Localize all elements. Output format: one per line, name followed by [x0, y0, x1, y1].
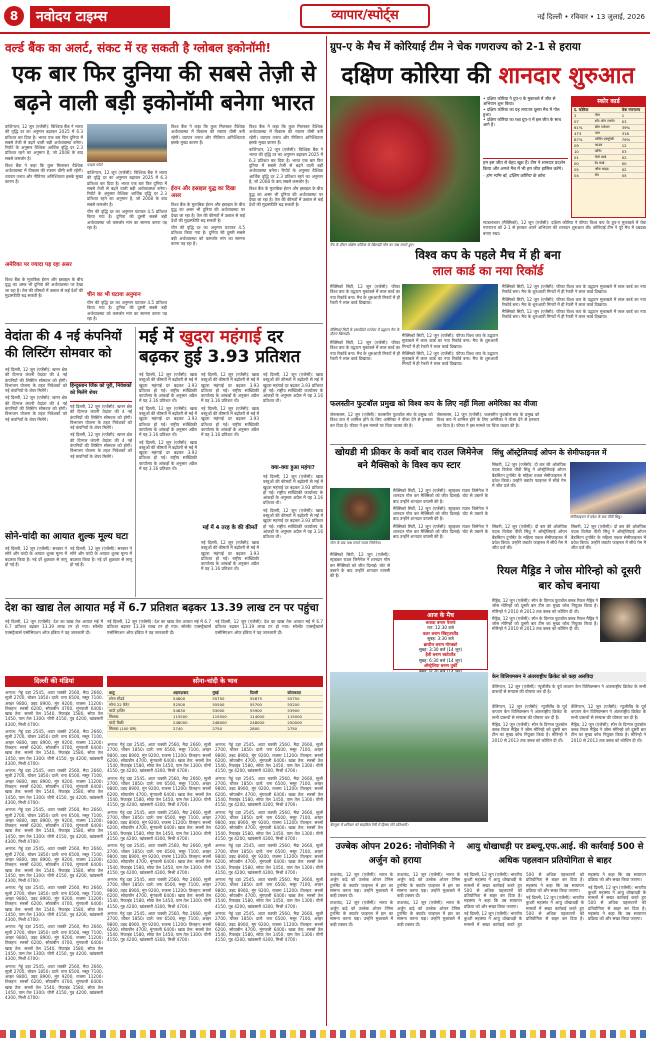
table-cell: सिक्का [107, 714, 171, 720]
inflation-body-1: नई दिल्ली, 12 जून (एजेंसी): खाद्य वस्तुओं की कीमतों में बढ़ोतरी से मई में खुदरा महंगाई दर बढ़कर 3.93 प्रतिशत हो गई। राष्ट्रीय सांख्यिकी कार्यालय के आंकड़ों के अनुसार अप्रैल में यह 3.16 प्रतिशत थी। नई दिल्ली, 12 जून (एजेंसी): खाद्य वस्तुओं की कीमतों में बढ़ोतरी से मई में खुदरा महंगाई दर बढ़कर 3.93 प्रतिशत हो गई। राष्ट्रीय सांख्यिकी कार्यालय के आंकड़ों के अनुसार अप्रैल में यह 3.16 प्रतिशत थी। नई दिल्ली, 12 जून (एजेंसी): खाद्य वस्तुओं की कीमतों में बढ़ोतरी से मई में खुदरा महंगाई दर बढ़कर 3.93 प्रतिशत हो गई। राष्ट्रीय सांख्यिकी कार्यालय के आंकड़ों के अनुसार अप्रैल में यह 3.16 प्रतिशत थी। [139, 372, 197, 472]
wfi-headline: आयु धोखाधड़ी पर डब्ल्यू.एफ.आई. की कार्रवाई 500 से अधिक पहलवान प्रतियोगिता से बाहर [466, 842, 644, 866]
scorecard-cell: कॉर्नर [593, 149, 620, 155]
section-title: व्यापार/स्पोर्ट्स [300, 4, 430, 28]
scorecard-header: चेक गणराज्य [620, 107, 645, 113]
badminton-caption: सेमीफाइनल में प्रवेश के बाद पीवी सिंधु। [570, 515, 622, 519]
bullion-header: अहमदाबाद [171, 690, 210, 696]
table-cell: 55700 [248, 702, 286, 708]
table-cell: सिक्का (100 ग्राम) [107, 726, 171, 732]
worldcup-headline-a: विश्व कप के पहले मैच में ही बना [415, 248, 561, 262]
lead-body-col1: वाशिंगटन, 12 जून (एजेंसी): विश्विक बैंक ने भारत की वृद्धि दर का अनुमान बढ़ाकर 2025 में 6.3 प्रतिशत कर दिया है। भारत एक बार फिर दुनिया में सबसे तेजी से बढ़ने वाली बड़ी अर्थव्यवस्था बनेगा। रिपोर्ट के अनुसार वैश्विक आर्थिक वृद्धि दर 2.3 प्रतिशत रहने का अनुमान है, जो 2008 के बाद सबसे कमजोर है। विश्व बैंक ने कहा कि कुल मिलाकर वैश्विक अर्थव्यवस्था में विकास की रफ्तार धीमी बनी रहेगी। व्यापार तनाव और नीतिगत अनिश्चितता इसके मुख्य कारण हैं। [5, 124, 83, 184]
khelo-body-1: मैक्सिको सिटी, 12 जून (एजेंसी): स्ट्राइकर राउल जिमेनेज ने शानदार गोल कर मैक्सिको को जीत दिलाई। चोट से उबरने के बाद उन्होंने शानदार वापसी की है। मैक्सिको सिटी, 12 जून (एजेंसी): स्ट्राइकर राउल जिमेनेज ने शानदार गोल कर मैक्सिको को जीत दिलाई। चोट से उबरने के बाद उन्होंने शानदार वापसी की है। मैक्सिको सिटी, 12 जून (एजेंसी): स्ट्राइकर राउल जिमेनेज ने शानदार गोल कर मैक्सिको को जीत दिलाई। चोट से उबरने के बाद उन्होंने शानदार वापसी की है। [393, 488, 488, 540]
masthead-rule [0, 32, 650, 34]
badminton-photo [570, 462, 646, 514]
table-cell: 115500 [210, 714, 248, 720]
footer-register-bar [0, 1030, 650, 1038]
scorecard-cell: 07 [572, 119, 593, 125]
table-cell: 2750 [285, 726, 323, 732]
inflation-headline-b: दर बढ़कर हुई 3.93 प्रतिशत [139, 327, 301, 367]
lead-body-col2b: चीन की वृद्धि दर का अनुमान घटाकर 4.5 प्रतिशत किया गया है। दुनिया की दूसरी सबसे बड़ी अर्थव्यवस्था को कमजोर मांग का सामना करना पड़ रहा है। [87, 300, 167, 321]
match-teams: ब्राजील बनाम मोरक्को [423, 641, 458, 647]
scorecard-cell: येलो कार्ड [593, 155, 620, 161]
table-cell: 115500 [171, 714, 210, 720]
inflation-headline [139, 327, 323, 367]
table-cell: 53900 [248, 708, 286, 714]
match-teams: ऑस्ट्रेलिया बनाम तुर्की [423, 663, 458, 669]
match-time: सुबह: 3:30 बजे [427, 636, 454, 642]
match-teams: कनाडा बनाम पैराग्वे [425, 620, 456, 625]
scorecard-cell: 79% [620, 137, 645, 143]
table-cell: सोना स्टैंडर्ड [107, 696, 171, 702]
match-teams: हैती बनाम स्कॉटलैंड [425, 652, 456, 658]
scorecard-cell: 12 [620, 143, 645, 149]
match-time: सुबह: 6:30 बजे (14 जून) [418, 657, 463, 663]
badminton-body-2: सिडनी, 12 जून (एजेंसी): दो बार की ओलंपिक पदक विजेता पीवी सिंधु ने ऑस्ट्रेलियाई ओपन बैडमिंटन टूर्नामेंट के महिला एकल सेमीफाइनल में प्रवेश किया। उन्होंने क्वार्टर फाइनल में सीधे गेम में जीत दर्ज की। सिडनी, 12 जून (एजेंसी): दो बार की ओलंपिक पदक विजेता पीवी सिंधु ने ऑस्ट्रेलियाई ओपन बैडमिंटन टूर्नामेंट के महिला एकल सेमीफाइनल में प्रवेश किया। उन्होंने क्वार्टर फाइनल में सीधे गेम में जीत दर्ज की। [492, 524, 646, 551]
worldcup-body-3: मैक्सिको सिटी, 12 जून (एजेंसी): फीफा विश्व कप के उद्घाटन मुकाबले में लाल कार्ड का नया रिकॉर्ड बना। मैच के शुरुआती मिनटों में ही रेफरी ने लाल कार्ड दिखाया। मैक्सिको सिटी, 12 जून (एजेंसी): फीफा विश्व कप के उद्घाटन मुकाबले में लाल कार्ड का नया रिकॉर्ड बना। मैच के शुरुआती मिनटों में ही रेफरी ने लाल कार्ड दिखाया। मैक्सिको सिटी, 12 जून (एजेंसी): फीफा विश्व कप के उद्घाटन मुकाबले में लाल कार्ड का नया रिकॉर्ड बना। मैच के शुरुआती मिनटों में ही रेफरी ने लाल कार्ड दिखाया। [502, 284, 646, 320]
table-cell: 248000 [210, 720, 248, 726]
bullet-item: • दक्षिण कोरिया का रक्षा ग्रुप-ए में इस जीत के साथ आगे है। [483, 117, 562, 128]
market-text-left: अनाज: गेहूं दड़ा 2545, आटा चक्की 2560, मैदा 2660, सूजी 2700, चोकर 1850। दालें: चना 6500, मसूर 7100, अरहर 9800, उड़द 8900, मूंग 9200, राजमा 11200। तिलहन: सरसों 6200, सोयाबीन 4700, मूंगफली 6400। खाद्य तेल: सरसों तेल 1540, रिफाइंड 1580, सोया तेल 1450, पाम तेल 1300। चीनी 4150, गुड़ 4200, खांडसारी 4300, मिश्री 4700। अनाज: गेहूं दड़ा 2545, आटा चक्की 2560, मैदा 2660, सूजी 2700, चोकर 1850। दालें: चना 6500, मसूर 7100, अरहर 9800, उड़द 8900, मूंग 9200, राजमा 11200। तिलहन: सरसों 6200, सोयाबीन 4700, मूंगफली 6400। खाद्य तेल: सरसों तेल 1540, रिफाइंड 1580, सोया तेल 1450, पाम तेल 1300। चीनी 4150, गुड़ 4200, खांडसारी 4300, मिश्री 4700। अनाज: गेहूं दड़ा 2545, आटा चक्की 2560, मैदा 2660, सूजी 2700, चोकर 1850। दालें: चना 6500, मसूर 7100, अरहर 9800, उड़द 8900, मूंग 9200, राजमा 11200। तिलहन: सरसों 6200, सोयाबीन 4700, मूंगफली 6400। खाद्य तेल: सरसों तेल 1540, रिफाइंड 1580, सोया तेल 1450, पाम तेल 1300। चीनी 4150, गुड़ 4200, खांडसारी 4300, मिश्री 4700। अनाज: गेहूं दड़ा 2545, आटा चक्की 2560, मैदा 2660, सूजी 2700, चोकर 1850। दालें: चना 6500, मसूर 7100, अरहर 9800, उड़द 8900, मूंग 9200, राजमा 11200। तिलहन: सरसों 6200, सोयाबीन 4700, मूंगफली 6400। खाद्य तेल: सरसों तेल 1540, रिफाइंड 1580, सोया तेल 1450, पाम तेल 1300। चीनी 4150, गुड़ 4200, खांडसारी 4300, मिश्री 4700। अनाज: गेहूं दड़ा 2545, आटा चक्की 2560, मैदा 2660, सूजी 2700, चोकर 1850। दालें: चना 6500, मसूर 7100, अरहर 9800, उड़द 8900, मूंग 9200, राजमा 11200। तिलहन: सरसों 6200, सोयाबीन 4700, मूंगफली 6400। खाद्य तेल: सरसों तेल 1540, रिफाइंड 1580, सोया तेल 1450, पाम तेल 1300। चीनी 4150, गुड़ 4200, खांडसारी 4300, मिश्री 4700। अनाज: गेहूं दड़ा 2545, आटा चक्की 2560, मैदा 2660, सूजी 2700, चोकर 1850। दालें: चना 6500, मसूर 7100, अरहर 9800, उड़द 8900, मूंग 9200, राजमा 11200। तिलहन: सरसों 6200, सोयाबीन 4700, मूंगफली 6400। खाद्य तेल: सरसों तेल 1540, रिफाइंड 1580, सोया तेल 1450, पाम तेल 1300। चीनी 4150, गुड़ 4200, खांडसारी 4300, मिश्री 4700। अनाज: गेहूं दड़ा 2545, आटा चक्की 2560, मैदा 2660, सूजी 2700, चोकर 1850। दालें: चना 6500, मसूर 7100, अरहर 9800, उड़द 8900, मूंग 9200, राजमा 11200। तिलहन: सरसों 6200, सोयाबीन 4700, मूंगफली 6400। खाद्य तेल: सरसों तेल 1540, रिफाइंड 1580, सोया तेल 1450, पाम तेल 1300। चीनी 4150, गुड़ 4200, खांडसारी 4300, मिश्री 4700। अनाज: गेहूं दड़ा 2545, आटा चक्की 2560, मैदा 2660, सूजी 2700, चोकर 1850। दालें: चना 6500, मसूर 7100, अरहर 9800, उड़द 8900, मूंग 9200, राजमा 11200। तिलहन: सरसों 6200, सोयाबीन 4700, मूंगफली 6400। खाद्य तेल: सरसों तेल 1540, रिफाइंड 1580, सोया तेल 1450, पाम तेल 1300। चीनी 4150, गुड़ 4200, खांडसारी 4300, मिश्री 4700। [5, 690, 103, 1001]
gold-body-2: नई दिल्ली, 12 जून (एजेंसी): सरकार ने सोने और चांदी के आयात शुल्क मूल्य में बदलाव किया है। नई दरें शुक्रवार से लागू हो गई हैं। [70, 546, 132, 567]
scorecard-cell: 2 [572, 113, 593, 119]
table-cell: 52500 [171, 702, 210, 708]
bullet-item: • दक्षिण कोरिया का यह लगातार दूसरा मैच में गोल हुआ। [483, 106, 560, 117]
scorecard-cell: 03 [620, 119, 645, 125]
worldcup-body-1: मैक्सिको सिटी, 12 जून (एजेंसी): फीफा विश्व कप के उद्घाटन मुकाबले में लाल कार्ड का नया रिकॉर्ड बना। मैच के शुरुआती मिनटों में ही रेफरी ने लाल कार्ड दिखाया। [330, 284, 400, 305]
football-bullets [483, 96, 568, 156]
dateline: नई दिल्ली • रविवार • 13 जुलाई, 2026 [537, 13, 645, 21]
palestine-body: जेरूसलम, 12 जून (एजेंसी): फलस्तीन फुटबॉल संघ के प्रमुख को विश्व कप में शामिल होने के लिए अमेरिका ने वीजा देने से इनकार कर दिया है। फीफा ने इस मामले पर चिंता व्यक्त की है। जेरूसलम, 12 जून (एजेंसी): फलस्तीन फुटबॉल संघ के प्रमुख को विश्व कप में शामिल होने के लिए अमेरिका ने वीजा देने से इनकार कर दिया है। फीफा ने इस मामले पर चिंता व्यक्त की है। [330, 412, 540, 428]
inflation-headline-a: मई में [139, 327, 174, 347]
table-cell: 248000 [171, 720, 210, 726]
bullion-header: मुंबई [210, 690, 248, 696]
madrid-sub: केन विलियमसन ने अंतरराष्ट्रीय क्रिकेट को कहा अलविदा [492, 672, 646, 682]
scorecard-cell: 61% [572, 125, 593, 131]
table-cell: 53900 [285, 708, 323, 714]
table-cell: 2740 [171, 726, 210, 732]
lead-sub-iran: ईरान और इस्राइल युद्ध का दिखा असर [171, 186, 236, 199]
tennis-headline: उज्बेक ओपन 2026: नोवोनिकी ने अर्जुन को हराया [335, 842, 455, 866]
worldcup-photo [402, 284, 498, 330]
market-text-right: अनाज: गेहूं दड़ा 2545, आटा चक्की 2560, मैदा 2660, सूजी 2700, चोकर 1850। दालें: चना 6500, मसूर 7100, अरहर 9800, उड़द 8900, मूंग 9200, राजमा 11200। तिलहन: सरसों 6200, सोयाबीन 4700, मूंगफली 6400। खाद्य तेल: सरसों तेल 1540, रिफाइंड 1580, सोया तेल 1450, पाम तेल 1300। चीनी 4150, गुड़ 4200, खांडसारी 4300, मिश्री 4700। अनाज: गेहूं दड़ा 2545, आटा चक्की 2560, मैदा 2660, सूजी 2700, चोकर 1850। दालें: चना 6500, मसूर 7100, अरहर 9800, उड़द 8900, मूंग 9200, राजमा 11200। तिलहन: सरसों 6200, सोयाबीन 4700, मूंगफली 6400। खाद्य तेल: सरसों तेल 1540, रिफाइंड 1580, सोया तेल 1450, पाम तेल 1300। चीनी 4150, गुड़ 4200, खांडसारी 4300, मिश्री 4700। अनाज: गेहूं दड़ा 2545, आटा चक्की 2560, मैदा 2660, सूजी 2700, चोकर 1850। दालें: चना 6500, मसूर 7100, अरहर 9800, उड़द 8900, मूंग 9200, राजमा 11200। तिलहन: सरसों 6200, सोयाबीन 4700, मूंगफली 6400। खाद्य तेल: सरसों तेल 1540, रिफाइंड 1580, सोया तेल 1450, पाम तेल 1300। चीनी 4150, गुड़ 4200, खांडसारी 4300, मिश्री 4700। अनाज: गेहूं दड़ा 2545, आटा चक्की 2560, मैदा 2660, सूजी 2700, चोकर 1850। दालें: चना 6500, मसूर 7100, अरहर 9800, उड़द 8900, मूंग 9200, राजमा 11200। तिलहन: सरसों 6200, सोयाबीन 4700, मूंगफली 6400। खाद्य तेल: सरसों तेल 1540, रिफाइंड 1580, सोया तेल 1450, पाम तेल 1300। चीनी 4150, गुड़ 4200, खांडसारी 4300, मिश्री 4700। अनाज: गेहूं दड़ा 2545, आटा चक्की 2560, मैदा 2660, सूजी 2700, चोकर 1850। दालें: चना 6500, मसूर 7100, अरहर 9800, उड़द 8900, मूंग 9200, राजमा 11200। तिलहन: सरसों 6200, सोयाबीन 4700, मूंगफली 6400। खाद्य तेल: सरसों तेल 1540, रिफाइंड 1580, सोया तेल 1450, पाम तेल 1300। चीनी 4150, गुड़ 4200, खांडसारी 4300, मिश्री 4700। अनाज: गेहूं दड़ा 2545, आटा चक्की 2560, मैदा 2660, सूजी 2700, चोकर 1850। दालें: चना 6500, मसूर 7100, अरहर 9800, उड़द 8900, मूंग 9200, राजमा 11200। तिलहन: सरसों 6200, सोयाबीन 4700, मूंगफली 6400। खाद्य तेल: सरसों तेल 1540, रिफाइंड 1580, सोया तेल 1450, पाम तेल 1300। चीनी 4150, गुड़ 4200, खांडसारी 4300, मिश्री 4700। [215, 742, 323, 943]
scorecard-cell: सेव [593, 173, 620, 179]
khelo-headline: खोयडी मी फ्रीकर के कर्वो बाद राउल जिमेनेज बने मैक्सिको के विश्व कप स्टार [334, 448, 484, 471]
ipo-highlight: हिन्दुस्तान जिंक को पूरी, निवेशकों को मिलेंगे शेयर [70, 382, 132, 402]
table-cell: चांदी बिक्री [107, 720, 171, 726]
cycling-side-text: वेलिंगटन, 12 जून (एजेंसी): न्यूजीलैंड के पूर्व कप्तान केन विलियमसन ने अंतरराष्ट्रीय क्रिकेट के सभी प्रारूपों से संन्यास की घोषणा कर दी है। मैड्रिड, 12 जून (एजेंसी): स्पेन के दिग्गज फुटबॉल क्लब रियल मैड्रिड ने जोस मोरिन्हो को दूसरी बार टीम का मुख्य कोच नियुक्त किया है। मोरिन्हो ने 2010 से 2013 तक क्लब को कोचिंग दी थी। वेलिंगटन, 12 जून (एजेंसी): न्यूजीलैंड के पूर्व कप्तान केन विलियमसन ने अंतरराष्ट्रीय क्रिकेट के सभी प्रारूपों से संन्यास की घोषणा कर दी है। मैड्रिड, 12 जून (एजेंसी): स्पेन के दिग्गज फुटबॉल क्लब रियल मैड्रिड ने जोस मोरिन्हो को दूसरी बार टीम का मुख्य कोच नियुक्त किया है। मोरिन्हो ने 2010 से 2013 तक क्लब को कोचिंग दी थी। [492, 704, 646, 743]
worldcup-headline [330, 247, 646, 281]
bullion-header: दिल्ली [248, 690, 286, 696]
lead-headline: एक बार फिर दुनिया की सबसे तेज़ी से बढ़ने वाली बड़ी इकोनॉमी बनेगा भारत [12, 62, 316, 116]
match-item [394, 620, 487, 631]
trade-body-3: नई दिल्ली, 12 जून (एजेंसी): देश का खाद्य तेल आयात मई में 6.7 प्रतिशत बढ़कर 13.39 लाख टन हो गया। सॉल्वेंट एक्सट्रैक्टर्स एसोसिएशन ऑफ इंडिया ने यह जानकारी दी। [215, 619, 323, 635]
lead-kicker: वर्ल्ड बैंक का अलर्ट, संकट में रह सकती है ग्लोबल इकोनॉमी! [5, 41, 271, 55]
scorecard-cell: शॉट ऑन टारगेट [593, 119, 620, 125]
inflation-headline-red: खुदरा महंगाई [179, 327, 262, 347]
scorecard-cell: 01 [572, 155, 593, 161]
football-quote: हम इस जीत से बेहद खुश हैं। टीम ने शानदार प्रदर्शन किया और अगले मैच में भी हम जीत हासिल करेंगे। - हांग म्योंग-बो, दक्षिण कोरिया के कोच [483, 158, 568, 218]
khelo-photo [330, 488, 390, 540]
madrid-headline: रियल मैड्रिड ने जोस मोरिन्हो को दूसरी बार कोच बनाया [497, 565, 641, 592]
table-cell: 115000 [285, 714, 323, 720]
inflation-body-3b: नई दिल्ली, 12 जून (एजेंसी): खाद्य वस्तुओं की कीमतों में बढ़ोतरी से मई में खुदरा महंगाई दर बढ़कर 3.93 प्रतिशत हो गई। राष्ट्रीय सांख्यिकी कार्यालय के आंकड़ों के अनुसार अप्रैल में यह 3.16 प्रतिशत थी। नई दिल्ली, 12 जून (एजेंसी): खाद्य वस्तुओं की कीमतों में बढ़ोतरी से मई में खुदरा महंगाई दर बढ़कर 3.93 प्रतिशत हो गई। राष्ट्रीय सांख्यिकी कार्यालय के आंकड़ों के अनुसार अप्रैल में यह 3.16 प्रतिशत थी। [263, 474, 323, 540]
table-cell: 54800 [171, 696, 210, 702]
table-cell: 55200 [285, 702, 323, 708]
worldcup-body-4: मैक्सिको सिटी, 12 जून (एजेंसी): फीफा विश्व कप के उद्घाटन मुकाबले में लाल कार्ड का नया रिकॉर्ड बना। मैच के शुरुआती मिनटों में ही रेफरी ने लाल कार्ड दिखाया। [330, 340, 400, 361]
football-headline-red: शानदार शुरुआत [498, 63, 635, 89]
table-cell: 55500 [210, 702, 248, 708]
scorecard-cell: 02 [620, 155, 645, 161]
palestine-headline: फलस्तीन फुटबॉल प्रमुख को विश्व कप के लिए नहीं मिला अमेरिका का वीजा [330, 399, 538, 408]
khelo-body-2: मैक्सिको सिटी, 12 जून (एजेंसी): स्ट्राइकर राउल जिमेनेज ने शानदार गोल कर मैक्सिको को जीत दिलाई। चोट से उबरने के बाद उन्होंने शानदार वापसी की है। [330, 552, 390, 579]
scorecard-cell: 473 [572, 131, 593, 137]
inflation-box2-title: मई में 4 तरह के की कीमतें [202, 525, 258, 531]
table-cell: 53000 [210, 708, 248, 714]
lead-body-col3b: विश्व बैंक के मुताबिक ईरान और इस्राइल के बीच युद्ध का असर भी दुनिया की अर्थव्यवस्था पर देखा जा रहा है। तेल की कीमतों में उछाल से कई देशों की मुद्रास्फीति बढ़ सकती है। चीन की वृद्धि दर का अनुमान घटाकर 4.5 प्रतिशत किया गया है। दुनिया की दूसरी सबसे बड़ी अर्थव्यवस्था को कमजोर मांग का सामना करना पड़ रहा है। [171, 202, 245, 247]
market-text-mid: अनाज: गेहूं दड़ा 2545, आटा चक्की 2560, मैदा 2660, सूजी 2700, चोकर 1850। दालें: चना 6500, मसूर 7100, अरहर 9800, उड़द 8900, मूंग 9200, राजमा 11200। तिलहन: सरसों 6200, सोयाबीन 4700, मूंगफली 6400। खाद्य तेल: सरसों तेल 1540, रिफाइंड 1580, सोया तेल 1450, पाम तेल 1300। चीनी 4150, गुड़ 4200, खांडसारी 4300, मिश्री 4700। अनाज: गेहूं दड़ा 2545, आटा चक्की 2560, मैदा 2660, सूजी 2700, चोकर 1850। दालें: चना 6500, मसूर 7100, अरहर 9800, उड़द 8900, मूंग 9200, राजमा 11200। तिलहन: सरसों 6200, सोयाबीन 4700, मूंगफली 6400। खाद्य तेल: सरसों तेल 1540, रिफाइंड 1580, सोया तेल 1450, पाम तेल 1300। चीनी 4150, गुड़ 4200, खांडसारी 4300, मिश्री 4700। अनाज: गेहूं दड़ा 2545, आटा चक्की 2560, मैदा 2660, सूजी 2700, चोकर 1850। दालें: चना 6500, मसूर 7100, अरहर 9800, उड़द 8900, मूंग 9200, राजमा 11200। तिलहन: सरसों 6200, सोयाबीन 4700, मूंगफली 6400। खाद्य तेल: सरसों तेल 1540, रिफाइंड 1580, सोया तेल 1450, पाम तेल 1300। चीनी 4150, गुड़ 4200, खांडसारी 4300, मिश्री 4700। अनाज: गेहूं दड़ा 2545, आटा चक्की 2560, मैदा 2660, सूजी 2700, चोकर 1850। दालें: चना 6500, मसूर 7100, अरहर 9800, उड़द 8900, मूंग 9200, राजमा 11200। तिलहन: सरसों 6200, सोयाबीन 4700, मूंगफली 6400। खाद्य तेल: सरसों तेल 1540, रिफाइंड 1580, सोया तेल 1450, पाम तेल 1300। चीनी 4150, गुड़ 4200, खांडसारी 4300, मिश्री 4700। अनाज: गेहूं दड़ा 2545, आटा चक्की 2560, मैदा 2660, सूजी 2700, चोकर 1850। दालें: चना 6500, मसूर 7100, अरहर 9800, उड़द 8900, मूंग 9200, राजमा 11200। तिलहन: सरसों 6200, सोयाबीन 4700, मूंगफली 6400। खाद्य तेल: सरसों तेल 1540, रिफाइंड 1580, सोया तेल 1450, पाम तेल 1300। चीनी 4150, गुड़ 4200, खांडसारी 4300, मिश्री 4700। अनाज: गेहूं दड़ा 2545, आटा चक्की 2560, मैदा 2660, सूजी 2700, चोकर 1850। दालें: चना 6500, मसूर 7100, अरहर 9800, उड़द 8900, मूंग 9200, राजमा 11200। तिलहन: सरसों 6200, सोयाबीन 4700, मूंगफली 6400। खाद्य तेल: सरसों तेल 1540, रिफाइंड 1580, सोया तेल 1450, पाम तेल 1300। चीनी 4150, गुड़ 4200, खांडसारी 4300, मिश्री 4700। [107, 742, 211, 943]
scorecard-cell: बॉल पजेशन [593, 125, 620, 131]
divider-center [326, 36, 327, 1026]
divider-trade [5, 598, 323, 599]
lead-photo-caption: फाइल फोटो [87, 163, 103, 167]
scorecard-cell: 00 [620, 161, 645, 167]
scorecard-cell: 09 [572, 143, 593, 149]
today-matches [393, 610, 488, 670]
trade-headline: देश का खाद्य तेल आयात मई में 6.7 प्रतिशत बढ़कर 13.39 लाख टन पर पहुंचा [5, 602, 319, 614]
divider-bottom [330, 837, 646, 838]
lead-body-col3: विश्व बैंक ने कहा कि कुल मिलाकर वैश्विक अर्थव्यवस्था में विकास की रफ्तार धीमी बनी रहेगी। व्यापार तनाव और नीतिगत अनिश्चितता इसके मुख्य कारण हैं। [171, 124, 245, 145]
tennis-body: ताशकंद, 12 जून (एजेंसी): भारत के अर्जुन कढ़े को उज्बेक ओपन टेनिस टूर्नामेंट के क्वार्टर फाइनल में हार का सामना करना पड़ा। उन्होंने मुकाबले में कड़ी टक्कर दी। ताशकंद, 12 जून (एजेंसी): भारत के अर्जुन कढ़े को उज्बेक ओपन टेनिस टूर्नामेंट के क्वार्टर फाइनल में हार का सामना करना पड़ा। उन्होंने मुकाबले में कड़ी टक्कर दी। ताशकंद, 12 जून (एजेंसी): भारत के अर्जुन कढ़े को उज्बेक ओपन टेनिस टूर्नामेंट के क्वार्टर फाइनल में हार का सामना करना पड़ा। उन्होंने मुकाबले में कड़ी टक्कर दी। ताशकंद, 12 जून (एजेंसी): भारत के अर्जुन कढ़े को उज्बेक ओपन टेनिस टूर्नामेंट के क्वार्टर फाइनल में हार का सामना करना पड़ा। उन्होंने मुकाबले में कड़ी टक्कर दी। [330, 872, 460, 927]
lead-photo-port [87, 124, 167, 162]
gold-body-1: नई दिल्ली, 12 जून (एजेंसी): सरकार ने सोने और चांदी के आयात शुल्क मूल्य में बदलाव किया है। नई दरें शुक्रवार से लागू हो गई हैं। [5, 546, 67, 567]
table-cell: 55875 [248, 696, 286, 702]
divider-mid [330, 444, 646, 445]
worldcup-headline-red: लाल कार्ड का नया रिकॉर्ड [432, 264, 544, 278]
table-cell: 2800 [248, 726, 286, 732]
scorecard-header: द. कोरिया [572, 107, 593, 113]
page-number-badge: 8 [4, 6, 24, 26]
scorecard-cell: 02 [620, 167, 645, 173]
table-cell: 54830 [171, 708, 210, 714]
ipo-body-2: नई दिल्ली, 12 जून (एजेंसी): खनन क्षेत्र की दिग्गज कंपनी वेदांता की 4 नई कंपनियों की लिस्टिंग सोमवार को होगी। विभाजन योजना के तहत निवेशकों को नई कंपनियों के शेयर मिलेंगे। नई दिल्ली, 12 जून (एजेंसी): खनन क्षेत्र की दिग्गज कंपनी वेदांता की 4 नई कंपनियों की लिस्टिंग सोमवार को होगी। विभाजन योजना के तहत निवेशकों को नई कंपनियों के शेयर मिलेंगे। [70, 404, 132, 459]
inflation-body-3: नई दिल्ली, 12 जून (एजेंसी): खाद्य वस्तुओं की कीमतों में बढ़ोतरी से मई में खुदरा महंगाई दर बढ़कर 3.93 प्रतिशत हो गई। राष्ट्रीय सांख्यिकी कार्यालय के आंकड़ों के अनुसार अप्रैल में यह 3.16 प्रतिशत थी। [263, 372, 323, 404]
today-title: आज के मैच [394, 611, 487, 620]
lead-sub-china: चीन का भी घटाया अनुमान [87, 292, 141, 298]
match-item [394, 631, 487, 642]
table-row [107, 726, 323, 732]
ipo-headline: वेदांता की 4 नई कंपनियों की लिस्टिंग सोमवार को [5, 328, 122, 360]
scorecard-cell: 318 [620, 131, 645, 137]
football-headline [330, 58, 646, 94]
inflation-body-2b: नई दिल्ली, 12 जून (एजेंसी): खाद्य वस्तुओं की कीमतों में बढ़ोतरी से मई में खुदरा महंगाई दर बढ़कर 3.93 प्रतिशत हो गई। राष्ट्रीय सांख्यिकी कार्यालय के आंकड़ों के अनुसार अप्रैल में यह 3.16 प्रतिशत थी। [201, 540, 259, 572]
worldcup-photo-caption: मैक्सिको सिटी के एस्टाडियो एज्टेका में उद्घाटन मैच के दौरान खिलाड़ी। [330, 328, 400, 337]
bullion-table [107, 690, 323, 738]
worldcup-body-2: मैक्सिको सिटी, 12 जून (एजेंसी): फीफा विश्व कप के उद्घाटन मुकाबले में लाल कार्ड का नया रिकॉर्ड बना। मैच के शुरुआती मिनटों में ही रेफरी ने लाल कार्ड दिखाया। मैक्सिको सिटी, 12 जून (एजेंसी): फीफा विश्व कप के उद्घाटन मुकाबले में लाल कार्ड का नया रिकॉर्ड बना। मैच के शुरुआती मिनटों में ही रेफरी ने लाल कार्ड दिखाया। [402, 333, 498, 367]
table-cell: चांदी हाजिर [107, 708, 171, 714]
cycling-photo [330, 672, 488, 822]
gold-headline: सोने-चांदी का आयात शुल्क मूल्य घटा [5, 532, 129, 542]
scorecard-cell: ऑफ साइड [593, 167, 620, 173]
scorecard-cell: 05 [620, 173, 645, 179]
scorecard-cell: 00 [572, 161, 593, 167]
market-title-left: दिल्ली की मंडियां [5, 676, 103, 687]
table-cell: 55750 [285, 696, 323, 702]
match-teams: कतर बनाम स्विट्जरलैंड [422, 630, 459, 636]
scorecard-cell: 1 [620, 113, 645, 119]
masthead [0, 0, 650, 34]
table-cell: 114000 [248, 714, 286, 720]
inflation-body-2: नई दिल्ली, 12 जून (एजेंसी): खाद्य वस्तुओं की कीमतों में बढ़ोतरी से मई में खुदरा महंगाई दर बढ़कर 3.93 प्रतिशत हो गई। राष्ट्रीय सांख्यिकी कार्यालय के आंकड़ों के अनुसार अप्रैल में यह 3.16 प्रतिशत थी। नई दिल्ली, 12 जून (एजेंसी): खाद्य वस्तुओं की कीमतों में बढ़ोतरी से मई में खुदरा महंगाई दर बढ़कर 3.93 प्रतिशत हो गई। राष्ट्रीय सांख्यिकी कार्यालय के आंकड़ों के अनुसार अप्रैल में यह 3.16 प्रतिशत थी। [201, 372, 259, 438]
paper-name: नवोदय टाइम्स [30, 6, 170, 28]
badminton-body-1: सिडनी, 12 जून (एजेंसी): दो बार की ओलंपिक पदक विजेता पीवी सिंधु ने ऑस्ट्रेलियाई ओपन बैडमिंटन टूर्नामेंट के महिला एकल सेमीफाइनल में प्रवेश किया। उन्होंने क्वार्टर फाइनल में सीधे गेम में जीत दर्ज की। [492, 462, 566, 489]
bullion-header: धातु [107, 690, 171, 696]
match-time: रात: 12:30 बजे [427, 625, 454, 631]
madrid-sub-body: वेलिंगटन, 12 जून (एजेंसी): न्यूजीलैंड के पूर्व कप्तान केन विलियमसन ने अंतरराष्ट्रीय क्रिकेट के सभी प्रारूपों से संन्यास की घोषणा कर दी है। [492, 684, 646, 695]
scorecard-row [572, 173, 645, 179]
match-time: सुबह: 3:30 बजे (14 जून) [418, 647, 463, 653]
trade-body-1: नई दिल्ली, 12 जून (एजेंसी): देश का खाद्य तेल आयात मई में 6.7 प्रतिशत बढ़कर 13.39 लाख टन हो गया। सॉल्वेंट एक्सट्रैक्टर्स एसोसिएशन ऑफ इंडिया ने यह जानकारी दी। [5, 619, 103, 635]
khelo-caption: गोल के बाद जश्न मनाते राउल जिमेनेज। [330, 541, 381, 545]
divider-v1 [135, 327, 136, 597]
table-cell: 250000 [285, 720, 323, 726]
bullet-item: • दक्षिण कोरिया ने ग्रुप-ए के मुकाबले में जीत से अभियान शुरू किया। [483, 96, 556, 107]
bullion-header: कोलकाता [285, 690, 323, 696]
scorecard-cell: फाउल [593, 143, 620, 149]
scorecard-cell: 03 [620, 149, 645, 155]
scorecard-cell: पास [593, 131, 620, 137]
ipo-body: नई दिल्ली, 12 जून (एजेंसी): खनन क्षेत्र की दिग्गज कंपनी वेदांता की 4 नई कंपनियों की लिस्टिंग सोमवार को होगी। विभाजन योजना के तहत निवेशकों को नई कंपनियों के शेयर मिलेंगे। नई दिल्ली, 12 जून (एजेंसी): खनन क्षेत्र की दिग्गज कंपनी वेदांता की 4 नई कंपनियों की लिस्टिंग सोमवार को होगी। विभाजन योजना के तहत निवेशकों को नई कंपनियों के शेयर मिलेंगे। [5, 367, 67, 422]
match-item [394, 642, 487, 653]
football-photo-caption: मैच के दौरान दक्षिण कोरिया के खिलाड़ी गोल का जश्न मनाते हुए। [330, 243, 414, 247]
wfi-body: नई दिल्ली, 12 जून (एजेंसी): भारतीय कुश्ती महासंघ ने आयु धोखाधड़ी के मामलों में सख्त कार्रवाई करते हुए 500 से अधिक पहलवानों को प्रतियोगिता से बाहर कर दिया है। महासंघ ने कहा कि उम्र सत्यापन प्रक्रिया को और सख्त किया जाएगा। नई दिल्ली, 12 जून (एजेंसी): भारतीय कुश्ती महासंघ ने आयु धोखाधड़ी के मामलों में सख्त कार्रवाई करते हुए 500 से अधिक पहलवानों को प्रतियोगिता से बाहर कर दिया है। महासंघ ने कहा कि उम्र सत्यापन प्रक्रिया को और सख्त किया जाएगा। नई दिल्ली, 12 जून (एजेंसी): भारतीय कुश्ती महासंघ ने आयु धोखाधड़ी के मामलों में सख्त कार्रवाई करते हुए 500 से अधिक पहलवानों को प्रतियोगिता से बाहर कर दिया है। महासंघ ने कहा कि उम्र सत्यापन प्रक्रिया को और सख्त किया जाएगा। नई दिल्ली, 12 जून (एजेंसी): भारतीय कुश्ती महासंघ ने आयु धोखाधड़ी के मामलों में सख्त कार्रवाई करते हुए 500 से अधिक पहलवानों को प्रतियोगिता से बाहर कर दिया है। महासंघ ने कहा कि उम्र सत्यापन प्रक्रिया को और सख्त किया जाएगा। [464, 872, 646, 927]
football-photo [330, 96, 480, 242]
lead-sub-america: अमेरिका पर ज्यादा पड़ रहा असर [5, 262, 72, 268]
market-title-right: सोना-चांदी के भाव [107, 676, 323, 687]
cycling-caption: बेंगलूरू में शनिवार को साइकिल रैली में हिस्सा लेते प्रतिभागी। [330, 823, 409, 827]
scorecard-title: स्कोर कार्ड [572, 97, 645, 107]
scorecard-cell: गोल [593, 113, 620, 119]
scorecard-cell: 04 [572, 173, 593, 179]
divider-lead [5, 323, 323, 324]
football-body: ग्वाडलजारा (मैक्सिको), 12 जून (एजेंसी): दक्षिण कोरिया ने फीफा विश्व कप के ग्रुप-ए मुकाबले में चेक गणराज्य को 2-1 से हराकर अपने अभियान की शानदार शुरुआत की। कोरियाई टीम ने पूरे मैच में दबदबा बनाए रखा। [483, 220, 646, 236]
match-item [394, 652, 487, 663]
table-cell: सोना 22 कैरेट [107, 702, 171, 708]
football-kicker: ग्रुप-ए के मैच में कोरियाई टीम ने चेक गणराज्य को 2-1 से हराया [330, 41, 581, 53]
madrid-body: मैड्रिड, 12 जून (एजेंसी): स्पेन के दिग्गज फुटबॉल क्लब रियल मैड्रिड ने जोस मोरिन्हो को दूसरी बार टीम का मुख्य कोच नियुक्त किया है। मोरिन्हो ने 2010 से 2013 तक क्लब को कोचिंग दी थी। मैड्रिड, 12 जून (एजेंसी): स्पेन के दिग्गज फुटबॉल क्लब रियल मैड्रिड ने जोस मोरिन्हो को दूसरी बार टीम का मुख्य कोच नियुक्त किया है। मोरिन्हो ने 2010 से 2013 तक क्लब को कोचिंग दी थी। [492, 598, 598, 632]
lead-body-col2: वाशिंगटन, 12 जून (एजेंसी): विश्विक बैंक ने भारत की वृद्धि दर का अनुमान बढ़ाकर 2025 में 6.3 प्रतिशत कर दिया है। भारत एक बार फिर दुनिया में सबसे तेजी से बढ़ने वाली बड़ी अर्थव्यवस्था बनेगा। रिपोर्ट के अनुसार वैश्विक आर्थिक वृद्धि दर 2.3 प्रतिशत रहने का अनुमान है, जो 2008 के बाद सबसे कमजोर है। चीन की वृद्धि दर का अनुमान घटाकर 4.5 प्रतिशत किया गया है। दुनिया की दूसरी सबसे बड़ी अर्थव्यवस्था को कमजोर मांग का सामना करना पड़ रहा है। [87, 170, 167, 230]
scorecard-cell: पासिंग एक्यूरेसी [593, 137, 620, 143]
scorecard-cell: 05 [572, 167, 593, 173]
scorecard [571, 96, 646, 218]
badminton-headline: सिंधु ऑस्ट्रेलियाई ओपन के सेमीफाइनल में [492, 448, 607, 457]
lead-body-col4: विश्व बैंक ने कहा कि कुल मिलाकर वैश्विक अर्थव्यवस्था में विकास की रफ्तार धीमी बनी रहेगी। व्यापार तनाव और नीतिगत अनिश्चितता इसके मुख्य कारण हैं। वाशिंगटन, 12 जून (एजेंसी): विश्विक बैंक ने भारत की वृद्धि दर का अनुमान बढ़ाकर 2025 में 6.3 प्रतिशत कर दिया है। भारत एक बार फिर दुनिया में सबसे तेजी से बढ़ने वाली बड़ी अर्थव्यवस्था बनेगा। रिपोर्ट के अनुसार वैश्विक आर्थिक वृद्धि दर 2.3 प्रतिशत रहने का अनुमान है, जो 2008 के बाद सबसे कमजोर है। विश्व बैंक के मुताबिक ईरान और इस्राइल के बीच युद्ध का असर भी दुनिया की अर्थव्यवस्था पर देखा जा रहा है। तेल की कीमतों में उछाल से कई देशों की मुद्रास्फीति बढ़ सकती है। [249, 124, 323, 208]
inflation-box-title: क्या-क्या हुआ महंगा? [271, 465, 315, 471]
football-headline-a: दक्षिण कोरिया की [341, 63, 491, 89]
table-cell: 2750 [210, 726, 248, 732]
trade-body-2: नई दिल्ली, 12 जून (एजेंसी): देश का खाद्य तेल आयात मई में 6.7 प्रतिशत बढ़कर 13.39 लाख टन हो गया। सॉल्वेंट एक्सट्रैक्टर्स एसोसिएशन ऑफ इंडिया ने यह जानकारी दी। [107, 619, 211, 635]
scorecard-cell: 87% [572, 137, 593, 143]
scorecard-cell: 10 [572, 149, 593, 155]
lead-body-col1b: विश्व बैंक के मुताबिक ईरान और इस्राइल के बीच युद्ध का असर भी दुनिया की अर्थव्यवस्था पर देखा जा रहा है। तेल की कीमतों में उछाल से कई देशों की मुद्रास्फीति बढ़ सकती है। [5, 277, 83, 298]
table-cell: 55750 [210, 696, 248, 702]
madrid-photo [600, 598, 646, 642]
scorecard-cell: 39% [620, 125, 645, 131]
table-cell: 248000 [248, 720, 286, 726]
scorecard-cell: रेड कार्ड [593, 161, 620, 167]
scorecard-table [572, 107, 645, 179]
